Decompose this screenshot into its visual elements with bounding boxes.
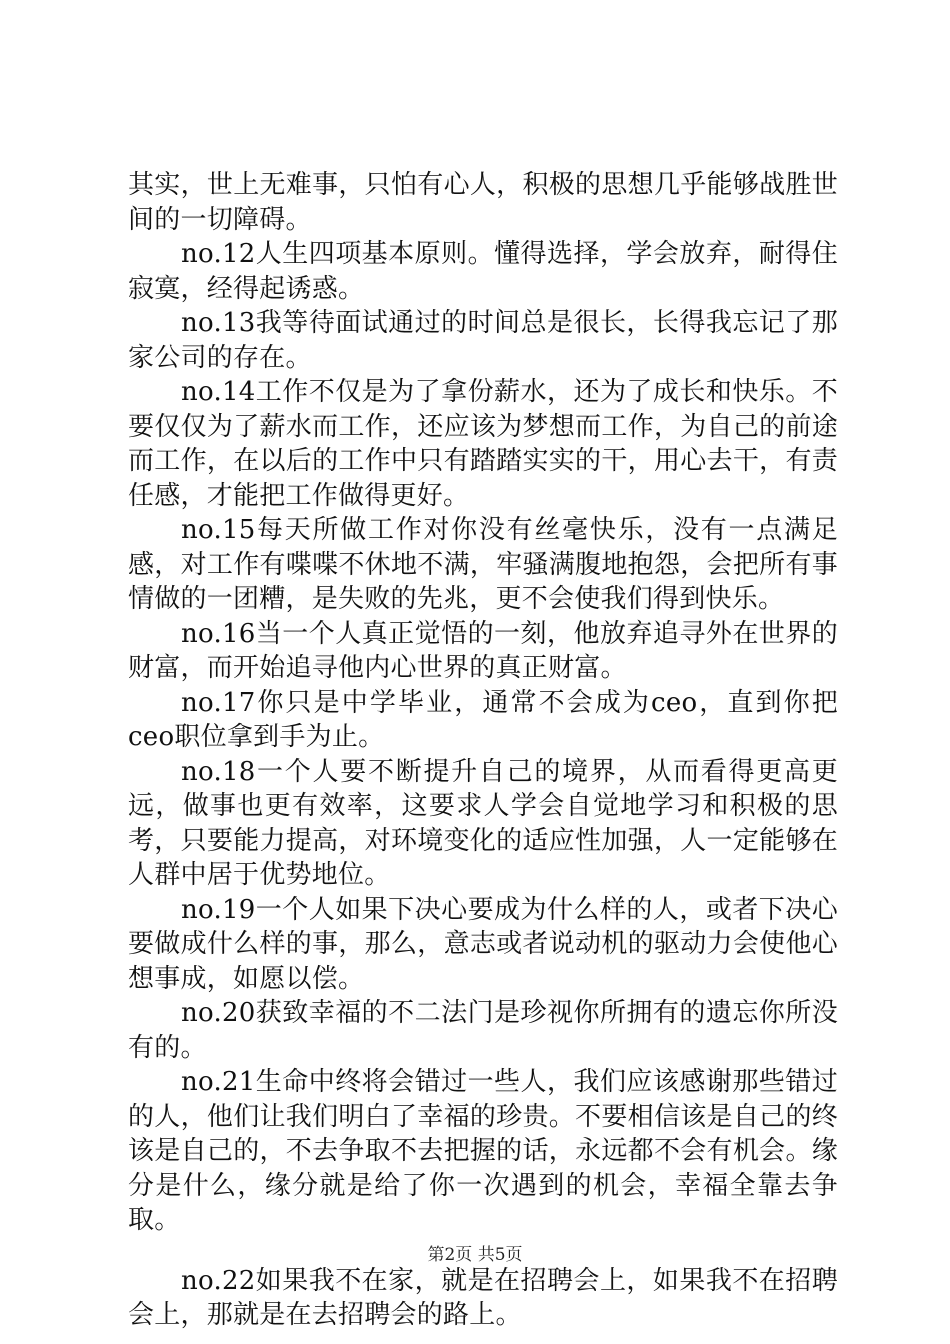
paragraph-no22: no.22如果我不在家，就是在招聘会上，如果我不在招聘会上，那就是在去招聘会的路上。: [128, 1265, 838, 1330]
paragraph-no19: no.19一个人如果下决心要成为什么样的人，或者下决心要做成什么样的事，那么，意志或者说动机的驱动力会使他心想事成，如愿以偿。: [128, 894, 838, 994]
paragraph-no13: no.13我等待面试通过的时间总是很长，长得我忘记了那家公司的存在。: [128, 308, 838, 373]
paragraph-no20: no.20获致幸福的不二法门是珍视你所拥有的遗忘你所没有的。: [128, 998, 838, 1063]
paragraph-intro: 其实，世上无难事，只怕有心人，积极的思想几乎能够战胜世间的一切障碍。: [128, 170, 838, 235]
document-body: [128, 168, 838, 1333]
paragraph-no21: no.21生命中终将会错过一些人，我们应该感谢那些错过的人，他们让我们明白了幸福的珍贵。不要相信该是自己的终该是自己的，不去争取不去把握的话，永远都不会有机会。缘分是什么，缘分就是给了你一次遇到的机会，幸福全靠去争取。: [128, 1067, 838, 1235]
paragraph-no12: no.12人生四项基本原则。懂得选择，学会放弃，耐得住寂寞，经得起诱惑。: [128, 239, 838, 304]
paragraph-no18: no.18一个人要不断提升自己的境界，从而看得更高更远，做事也更有效率，这要求人学会自觉地学习和积极的思考，只要能力提高，对环境变化的适应性加强，人一定能够在人群中居于优势地位。: [128, 756, 838, 890]
paragraph-no17: no.17你只是中学毕业，通常不会成为ceo，直到你把ceo职位拿到手为止。: [128, 687, 838, 752]
paragraph-no14: no.14工作不仅是为了拿份薪水，还为了成长和快乐。不要仅仅为了薪水而工作，还应该为梦想而工作，为自己的前途而工作，在以后的工作中只有踏踏实实的干，用心去干，有责任感，才能把工作做得更好。: [128, 377, 838, 511]
paragraph-no16: no.16当一个人真正觉悟的一刻，他放弃追寻外在世界的财富，而开始追寻他内心世界的真正财富。: [128, 618, 838, 683]
page-footer: 第2页 共5页: [427, 1245, 523, 1265]
paragraph-no15: no.15每天所做工作对你没有丝毫快乐，没有一点满足感，对工作有喋喋不休地不满，牢骚满腹地抱怨，会把所有事情做的一团糟，是失败的先兆，更不会使我们得到快乐。: [128, 515, 838, 614]
